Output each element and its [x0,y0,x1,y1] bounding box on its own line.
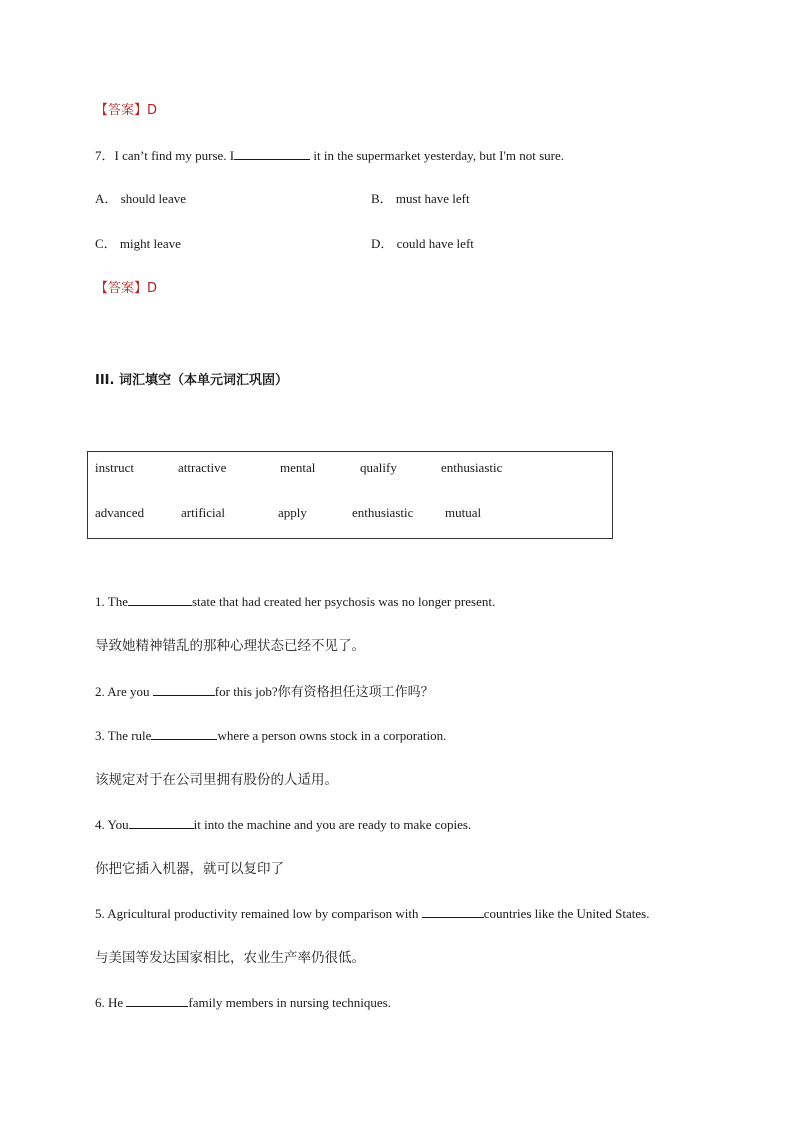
word-bank-item: apply [278,505,307,520]
word-bank-item: qualify [360,460,397,475]
answer-label: 【答案】 [95,103,148,118]
exercise-5 [95,905,649,922]
section-heading: III. 词汇填空（本单元词汇巩固） [95,373,288,388]
exercise-text-after: family members in nursing techniques. [188,995,391,1010]
answer-blank[interactable] [234,147,310,160]
option-d[interactable]: D． could have left [371,236,474,251]
answer-value: D [147,103,158,118]
answer-label: 【答案】 [95,281,148,296]
exercise-text-before: 5. Agricultural productivity remained low by comparison with [95,906,422,921]
exercise-3 [95,727,446,744]
exercise-text-before: 6. He [95,995,127,1010]
exercise-text-after: for this job?你有资格担任这项工作吗？ [214,684,434,699]
question-text-before: I can’t find my purse. I [114,148,235,163]
exercise-1-translation: 导致她精神错乱的那种心理状态已经不见了。 [95,638,365,654]
exercise-6 [95,994,391,1011]
word-bank-item: mutual [445,505,482,520]
word-bank [87,451,613,539]
word-bank-item: enthusiastic [441,460,503,475]
question-7-answer [95,280,157,297]
exercise-5-translation: 与美国等发达国家相比，农业生产率仍很低。 [95,950,365,966]
word-bank-item: attractive [178,460,227,475]
exercise-text-before: 3. The rule [95,728,152,743]
word-bank-item: advanced [95,505,145,520]
answer-value: D [147,281,158,296]
answer-blank[interactable] [153,683,215,696]
word-bank-item: artificial [181,505,226,520]
word-bank-item: instruct [95,460,134,475]
answer-blank[interactable] [422,905,484,918]
exercise-2 [95,683,434,700]
question-text-after: it in the supermarket yesterday, but I'm not sure. [313,148,564,163]
exercise-text-after: countries like the United States. [483,906,650,921]
option-c[interactable]: C． might leave [95,236,181,251]
exercise-3-translation: 该规定对于在公司里拥有股份的人适用。 [95,772,338,788]
exercise-1 [95,593,495,610]
exercise-text-before: 2. Are you [95,684,153,699]
answer-blank[interactable] [151,727,217,740]
answer-blank[interactable] [126,994,188,1007]
question-7 [95,147,564,164]
exercise-text-after: it into the machine and you are ready to make copies. [193,817,472,832]
option-b[interactable]: B． must have left [371,191,470,206]
question-number: 7． [95,148,115,163]
answer-blank[interactable] [128,593,192,606]
exercise-text-after: state that had created her psychosis was no longer present. [191,594,496,609]
answer-blank[interactable] [129,816,194,829]
exercise-text-after: where a person owns stock in a corporation. [217,728,447,743]
word-bank-item: mental [280,460,316,475]
previous-answer [95,102,157,119]
exercise-4-translation: 你把它插入机器，就可以复印了 [95,861,284,877]
exercise-4 [95,816,471,833]
word-bank-item: enthusiastic [352,505,414,520]
exercise-text-before: 4. You [95,817,129,832]
exercise-text-before: 1. The [95,594,128,609]
option-a[interactable]: A． should leave [95,191,186,206]
